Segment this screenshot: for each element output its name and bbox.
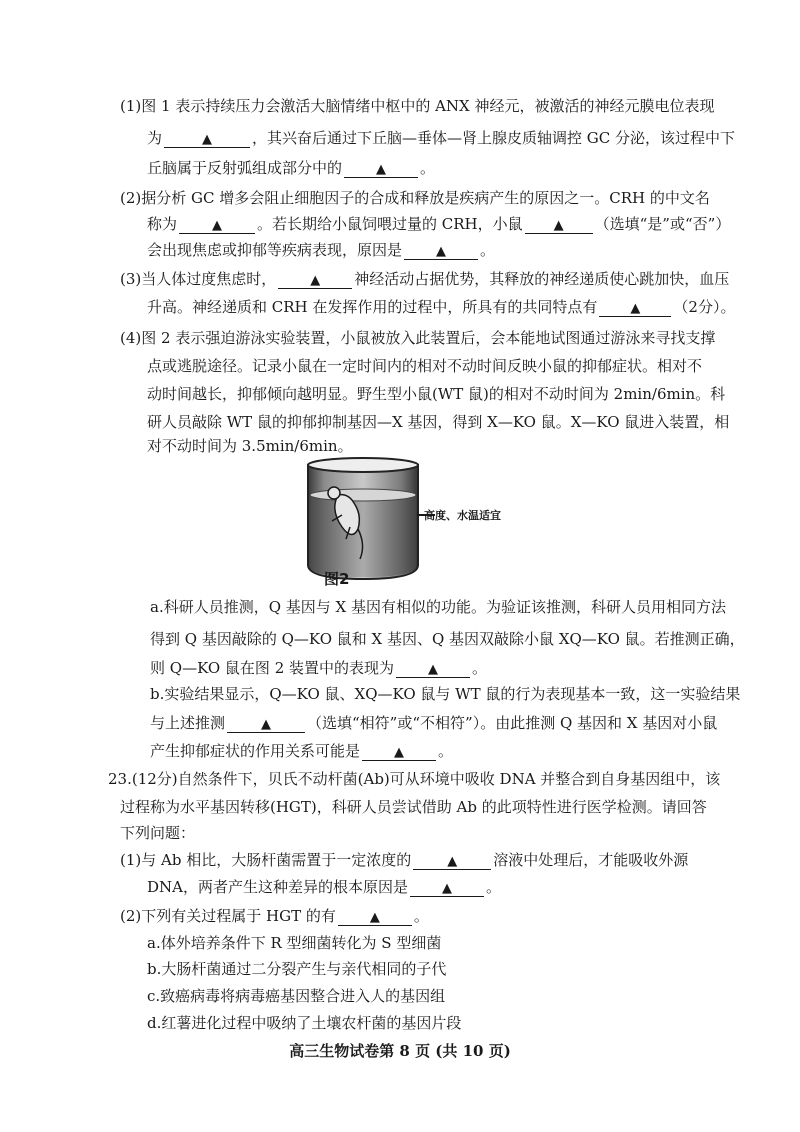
answer-blank[interactable]: ▲ (413, 851, 491, 870)
option-d[interactable]: d.红薯进化过程中吸纳了土壤农杆菌的基因片段 (147, 1014, 462, 1032)
answer-blank[interactable]: ▲ (404, 241, 478, 260)
figure-side-label: 高度、水温适宜 (424, 509, 501, 522)
answer-blank[interactable]: ▲ (278, 270, 352, 289)
q4-line1: (4)图 2 表示强迫游泳实验装置，小鼠被放入此装置后，会本能地试图通过游泳来寻找支撑 (120, 329, 716, 347)
q4-line2: 点或逃脱途径。记录小鼠在一定时间内的相对不动时间反映小鼠的抑郁症状。相对不 (147, 357, 703, 375)
option-a[interactable]: a.体外培养条件下 R 型细菌转化为 S 型细菌 (147, 934, 442, 952)
answer-blank[interactable]: ▲ (164, 129, 250, 148)
q1-line2: 为 ▲ ，其兴奋后通过下丘脑—垂体—肾上腺皮质轴调控 GC 分泌，该过程中下 (147, 129, 736, 147)
q4-line5: 对不动时间为 3.5min/6min。 (147, 437, 353, 455)
q1-line1: (1)图 1 表示持续压力会激活大脑情绪中枢中的 ANX 神经元，被激活的神经元膜电位表现 (120, 97, 715, 115)
answer-blank[interactable]: ▲ (599, 298, 671, 317)
water-surface (310, 489, 416, 501)
figure-2-swim-apparatus (300, 455, 540, 585)
q1-line3: 丘脑属于反射弧组成部分中的 ▲ 。 (147, 159, 436, 177)
qb-line2: 与上述推测 ▲ （选填“相符”或“不相符”）。由此推测 Q 基因和 X 基因对小鼠 (150, 714, 718, 732)
figure-caption: 图2 (324, 570, 350, 588)
q23-1-line2: DNA，两者产生这种差异的根本原因是 ▲ 。 (147, 878, 502, 896)
q23-2-line1: (2)下列有关过程属于 HGT 的有 ▲ 。 (120, 907, 429, 925)
water-body (310, 495, 416, 577)
q2-line2: 称为 ▲ 。若长期给小鼠饲喂过量的 CRH，小鼠 ▲ （选填“是”或“否”） (147, 215, 731, 233)
q23-1-line1: (1)与 Ab 相比，大肠杆菌需置于一定浓度的 ▲ 溶液中处理后，才能吸收外源 (120, 851, 689, 869)
q23-line3: 下列问题： (120, 824, 196, 842)
beaker-rim (308, 458, 418, 472)
qa-line1: a.科研人员推测，Q 基因与 X 基因有相似的功能。为验证该推测，科研人员用相同方法 (150, 598, 726, 616)
q23-line2: 过程称为水平基因转移(HGT)，科研人员尝试借助 Ab 的此项特性进行医学检测。请回答 (120, 798, 707, 816)
qa-line3: 则 Q—KO 鼠在图 2 装置中的表现为 ▲ 。 (150, 659, 488, 677)
answer-blank[interactable]: ▲ (344, 159, 418, 178)
answer-blank[interactable]: ▲ (179, 215, 255, 234)
beaker-illustration (300, 455, 540, 585)
qb-line1: b.实验结果显示，Q—KO 鼠、XQ—KO 鼠与 WT 鼠的行为表现基本一致，这一实验结果 (150, 685, 741, 703)
answer-blank[interactable]: ▲ (227, 714, 305, 733)
q2-line1: (2)据分析 GC 增多会阻止细胞因子的合成和释放是疾病产生的原因之一。CRH 的中文名 (120, 189, 710, 207)
q4-line4: 研人员敲除 WT 鼠的抑郁抑制基因—X 基因，得到 X—KO 鼠。X—KO 鼠进入装置，相 (147, 413, 730, 431)
answer-blank[interactable]: ▲ (410, 878, 484, 897)
option-c[interactable]: c.致癌病毒将病毒癌基因整合进入人的基因组 (147, 987, 446, 1005)
q4-line3: 动时间越长，抑郁倾向越明显。野生型小鼠(WT 鼠)的相对不动时间为 2min/6min。科 (147, 385, 726, 403)
q23-line1: 23.(12分)自然条件下，贝氏不动杆菌(Ab)可从环境中吸收 DNA 并整合到自身基因组中，该 (108, 770, 721, 788)
answer-blank[interactable]: ▲ (338, 907, 412, 926)
option-b[interactable]: b.大肠杆菌通过二分裂产生与亲代相同的子代 (147, 960, 447, 978)
answer-blank[interactable]: ▲ (396, 659, 470, 678)
qb-line3: 产生抑郁症状的作用关系可能是 ▲ 。 (150, 742, 454, 760)
answer-blank[interactable]: ▲ (362, 742, 436, 761)
q3-line1: (3)当人体过度焦虑时， ▲ 神经活动占据优势，其释放的神经递质使心跳加快，血压 (120, 270, 730, 288)
answer-blank[interactable]: ▲ (525, 215, 593, 234)
q3-line2: 升高。神经递质和 CRH 在发挥作用的过程中，所具有的共同特点有 ▲ （2分）。 (147, 298, 736, 316)
page-footer: 高三生物试卷第 8 页 (共 10 页) (289, 1042, 511, 1060)
q2-line3: 会出现焦虑或抑郁等疾病表现，原因是 ▲ 。 (147, 241, 496, 259)
qa-line2: 得到 Q 基因敲除的 Q—KO 鼠和 X 基因、Q 基因双敲除小鼠 XQ—KO 鼠。若推测正确， (150, 630, 745, 648)
